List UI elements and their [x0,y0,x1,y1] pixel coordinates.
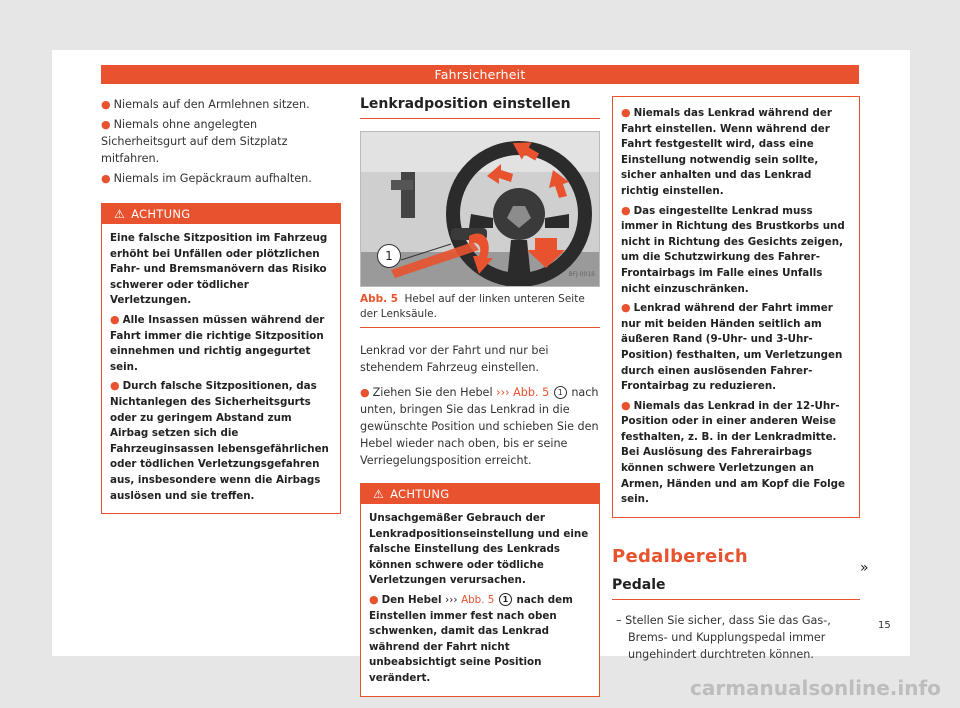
bullet-icon: ● [621,301,631,315]
page-number: 15 [878,620,891,631]
warning-triangle-icon: ⚠ [114,207,126,221]
warning-box [101,203,341,514]
bullet-icon: ● [621,106,631,119]
page-header: Fahrsicherheit [101,65,859,84]
column-left [101,96,341,514]
warning-item: ● Lenkrad während der Fahrt immer nur mit beiden Händen seitlich am äußeren Rand (9-Uhr- und 3-Uhr-Position) festhalten, um Verletzungen durch einen auslösenden Fahrer-Frontairbag zu reduzieren. [621,301,843,393]
warning-heading: ⚠ ACHTUNG [102,204,340,224]
warning-item: ● Den Hebel ››› Abb. 5 1 nach dem Einstellen immer fest nach oben schwenken, damit das Lenkrad während der Fahrt nicht unbeabsichtigt seine Position verändert. [369,592,573,684]
warning-item: ● Alle Insassen müssen während der Fahrt immer die richtige Sitzposition einnehmen und richtig angegurtet sein. [110,312,325,373]
callout-number: 1 [499,593,512,606]
reference-arrow: ››› [445,593,458,606]
warning-item: ● Niemals das Lenkrad während der Fahrt einstellen. Wenn während der Fahrt festgestellt wird, dass eine Einstellung notwendig sein sollte, sicher anhalten und das Lenkrad richtig einstellen. [621,106,832,197]
bullet-icon: ● [369,592,379,606]
list-item: ● Niemals auf den Armlehnen sitzen. [101,98,310,111]
warning-item: ● Durch falsche Sitzpositionen, das Nichtanlegen des Sicherheitsgurts oder zu geringem Abstand zum Airbag setzen sich die Fahrzeuginsassen lebensgefährlichen oder tödlichen Verletzungsgefahren aus, insbesondere wenn die Airbags auslösen und sie treffen. [110,379,329,502]
warning-intro: Eine falsche Sitzposition im Fahrzeug erhöht bei Unfällen oder plötzlichen Fahr- und Bremsmanövern das Risiko schwerer oder tödlicher Verletzungen. [110,232,328,307]
bullet-icon: ● [101,172,111,185]
chapter-title: Pedalbereich [612,545,749,567]
continue-marker: » [860,560,869,576]
bullet-icon: ● [101,118,111,131]
callout-1: 1 [377,244,401,268]
list-item: ● Niemals im Gepäckraum aufhalten. [101,172,312,185]
bullet-icon: ● [621,398,631,412]
warning-body [613,97,859,517]
callout-number: 1 [554,386,567,399]
column-middle [360,96,600,697]
figure-reference-link[interactable]: Abb. 5 [513,386,550,399]
bullet-icon: ● [110,312,120,326]
bullet-icon: ● [360,386,370,399]
dash-list-item: – Stellen Sie sicher, dass Sie das Gas-, Brems- und Kupplungspedal immer ungehindert durchtreten können. [616,613,831,661]
reference-arrow: ››› [496,386,510,399]
column-right [612,96,860,663]
warning-intro: Unsachgemäßer Gebrauch der Lenkradpositionseinstellung und eine falsche Einstellung des Lenkrads können schwere oder tödliche Verletzungen verursachen. [369,512,589,587]
step-item: ● Ziehen Sie den Hebel ››› Abb. 5 1 nach unten, bringen Sie das Lenkrad in die gewünschte Position und schieben Sie den Hebel wieder nach oben, bis er seine Verriegelungsposition erreicht. [360,386,599,467]
warning-box [360,483,600,697]
warning-triangle-icon: ⚠ [373,487,385,501]
warning-item: ● Niemals das Lenkrad in der 12-Uhr-Position oder in einer anderen Weise festhalten, z. B. in der Lenkradmitte. Bei Auslösung des Fahrerairbags können schwere Verletzungen an Armen, Händen und am Kopf die Folge sein. [621,398,845,506]
figure-caption: Abb. 5 Hebel auf der linken unteren Seite der Lenksäule. [360,292,600,328]
figure-code: BFJ-0016 [568,271,595,278]
warning-body [102,224,340,513]
intro-text: Lenkrad vor der Fahrt und nur bei stehendem Fahrzeug einstellen. [360,344,549,374]
warning-heading: ⚠ ACHTUNG [361,484,599,504]
warning-item: ● Das eingestellte Lenkrad muss immer in Richtung des Brustkorbs und nicht in Richtung des Gesichts zeigen, um die Schutzwirkung des Fahrer-Frontairbags im Falle eines Unfalls nicht einzuschränken. [621,203,845,295]
bullet-icon: ● [621,203,631,217]
section-title: Lenkradposition einstellen [360,96,600,119]
bullet-icon: ● [110,379,120,393]
bullet-icon: ● [101,98,111,111]
warning-body [361,504,599,696]
section-title: Pedale [612,577,860,600]
figure-reference-link[interactable]: Abb. 5 [461,593,495,606]
warning-box-continued [612,96,860,518]
watermark: carmanualsonline.info [690,676,941,700]
list-item: ● Niemals ohne angelegten Sicherheitsgurt auf dem Sitzplatz mitfahren. [101,118,288,165]
dash-icon: – [616,613,626,627]
steering-wheel-figure [360,131,600,287]
